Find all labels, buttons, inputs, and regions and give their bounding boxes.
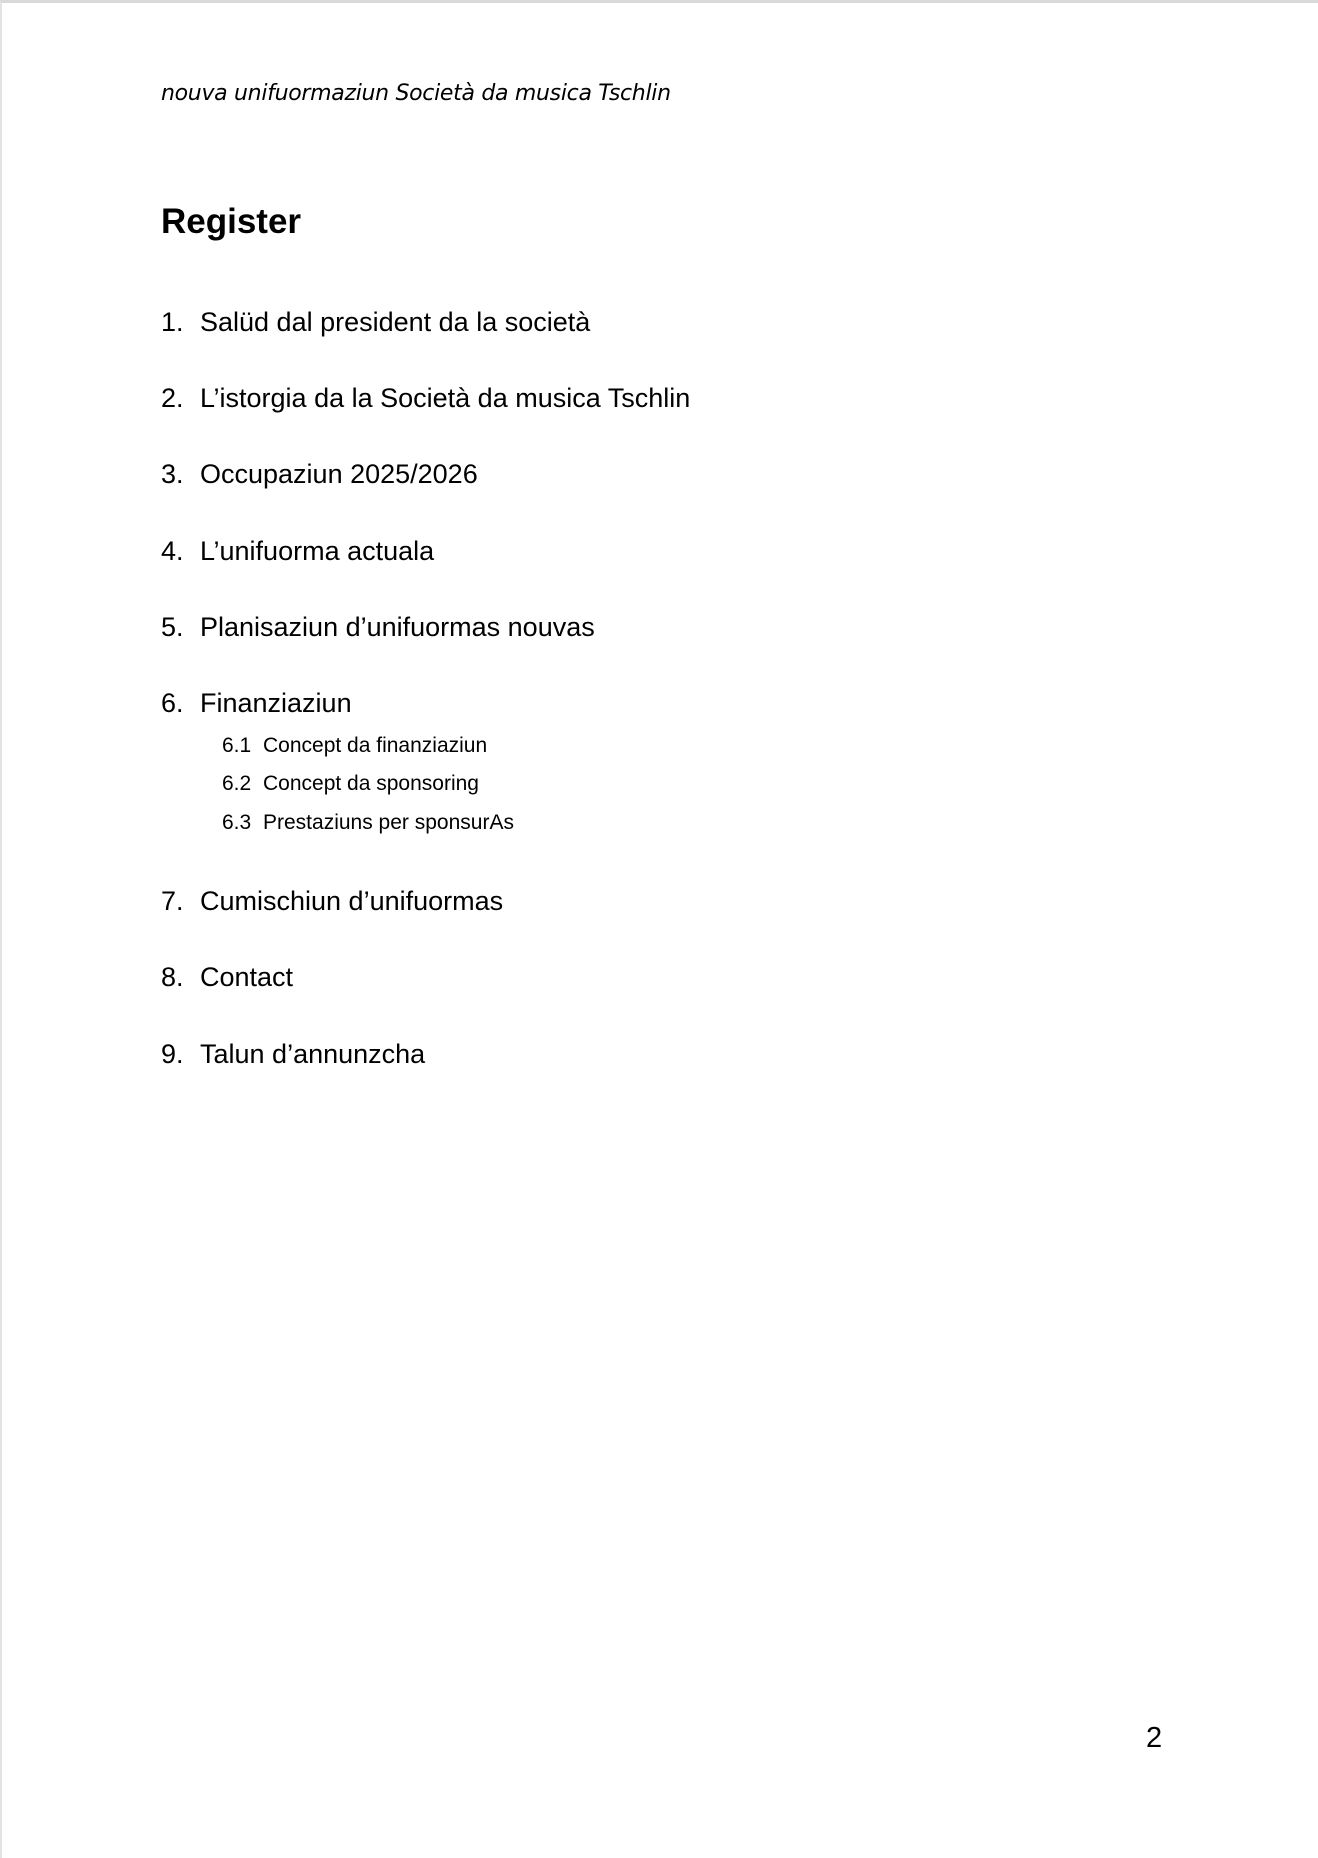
toc-entry-label: Salüd dal president da la società bbox=[200, 307, 591, 337]
toc-entry-1[interactable] bbox=[161, 306, 590, 338]
toc-entry-3[interactable] bbox=[161, 458, 478, 490]
toc-entry-number: 5. bbox=[161, 612, 184, 642]
toc-entry-4[interactable] bbox=[161, 535, 434, 567]
toc-entry-label: L’unifuorma actuala bbox=[200, 536, 435, 566]
toc-entry-number: 2. bbox=[161, 383, 184, 413]
toc-entry-label: Occupaziun 2025/2026 bbox=[200, 459, 478, 489]
toc-entry-9[interactable] bbox=[161, 1038, 425, 1070]
toc-entry-number: 6. bbox=[161, 688, 184, 718]
toc-subentry-6-1[interactable] bbox=[222, 733, 487, 759]
toc-entry-number: 8. bbox=[161, 962, 184, 992]
toc-subentry-label: Concept da finanziaziun bbox=[263, 734, 488, 757]
toc-entry-label: Talun d’annunzcha bbox=[200, 1039, 426, 1069]
toc-subentry-number: 6.3 bbox=[222, 811, 252, 834]
toc-entry-number: 1. bbox=[161, 307, 184, 337]
toc-entry-5[interactable] bbox=[161, 611, 595, 643]
toc-entry-number: 3. bbox=[161, 459, 184, 489]
toc-entry-8[interactable] bbox=[161, 961, 293, 993]
toc-entry-number: 4. bbox=[161, 536, 184, 566]
toc-entry-number: 7. bbox=[161, 886, 184, 916]
toc-subentry-6-3[interactable] bbox=[222, 810, 514, 836]
toc-entry-6[interactable] bbox=[161, 687, 352, 719]
toc-subentry-6-2[interactable] bbox=[222, 771, 479, 797]
toc-entry-number: 9. bbox=[161, 1039, 184, 1069]
toc-entry-label: Contact bbox=[200, 962, 294, 992]
toc-entry-2[interactable] bbox=[161, 382, 690, 414]
toc-subentry-number: 6.2 bbox=[222, 772, 252, 795]
toc-entry-7[interactable] bbox=[161, 885, 503, 917]
page-number: 2 bbox=[1146, 1722, 1163, 1754]
running-header: nouva unifuormaziun Società da musica Tschlin bbox=[161, 81, 671, 106]
toc-entry-label: Cumischiun d’unifuormas bbox=[200, 886, 504, 916]
toc-entry-label: Planisaziun d’unifuormas nouvas bbox=[200, 612, 595, 642]
toc-subentry-number: 6.1 bbox=[222, 734, 252, 757]
toc-subentry-label: Prestaziuns per sponsurAs bbox=[263, 811, 514, 834]
toc-title: Register bbox=[161, 202, 302, 241]
toc-entry-label: Finanziaziun bbox=[200, 688, 352, 718]
toc-subentry-label: Concept da sponsoring bbox=[263, 772, 479, 795]
toc-entry-label: L’istorgia da la Società da musica Tschlin bbox=[200, 383, 691, 413]
